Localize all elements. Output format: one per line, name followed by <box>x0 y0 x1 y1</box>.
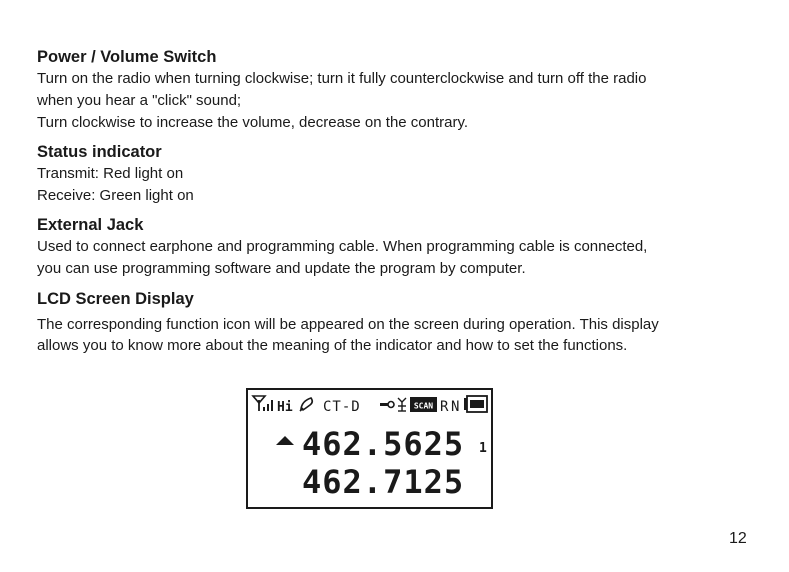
active-channel-arrow-icon <box>276 436 294 445</box>
high-power-indicator: Hi <box>277 400 293 415</box>
priority-icon <box>398 398 406 411</box>
frequency-secondary: 462.7125 <box>302 463 465 501</box>
paragraph-line: Receive: Green light on <box>37 187 194 204</box>
paragraph-line: Turn on the radio when turning clockwise; turn it fully counterclockwise and turn off the radio <box>37 70 647 87</box>
reverse-indicator: R <box>440 399 449 415</box>
ctcss-dcs-indicator: CT-D <box>323 399 361 415</box>
paragraph-line: Turn clockwise to increase the volume, decrease on the contrary. <box>37 114 469 131</box>
paragraph-line: allows you to know more about the meaning of the indicator and how to set the functions. <box>37 337 628 354</box>
paragraph-line: you can use programming software and update the program by computer. <box>37 260 526 277</box>
paragraph-line: Transmit: Red light on <box>37 165 184 182</box>
section-power-volume-switch <box>37 47 757 134</box>
key-lock-icon <box>380 402 394 408</box>
paragraph-line: when you hear a "click" sound; <box>37 92 242 109</box>
frequency-primary: 462.5625 <box>302 425 465 463</box>
section-lcd-screen-display <box>37 289 757 356</box>
signal-strength-icon <box>253 396 273 411</box>
vox-icon <box>300 398 312 411</box>
section-external-jack <box>37 215 757 280</box>
heading-status-indicator: Status indicator <box>37 143 162 161</box>
narrow-indicator: N <box>451 399 460 415</box>
heading-power-volume-switch: Power / Volume Switch <box>37 48 217 66</box>
scan-indicator: SCAN <box>413 401 434 411</box>
heading-external-jack: External Jack <box>37 216 144 234</box>
section-status-indicator <box>37 142 757 207</box>
lcd-display-illustration <box>246 388 493 509</box>
scan-icon <box>410 397 437 412</box>
heading-lcd-screen-display: LCD Screen Display <box>37 290 194 308</box>
paragraph-line: The corresponding function icon will be appeared on the screen during operation. This display <box>37 316 659 333</box>
channel-number: 1 <box>479 441 487 456</box>
battery-icon <box>464 396 487 412</box>
paragraph-line: Used to connect earphone and programming cable. When programming cable is connected, <box>37 238 648 255</box>
page-number: 12 <box>729 530 747 547</box>
